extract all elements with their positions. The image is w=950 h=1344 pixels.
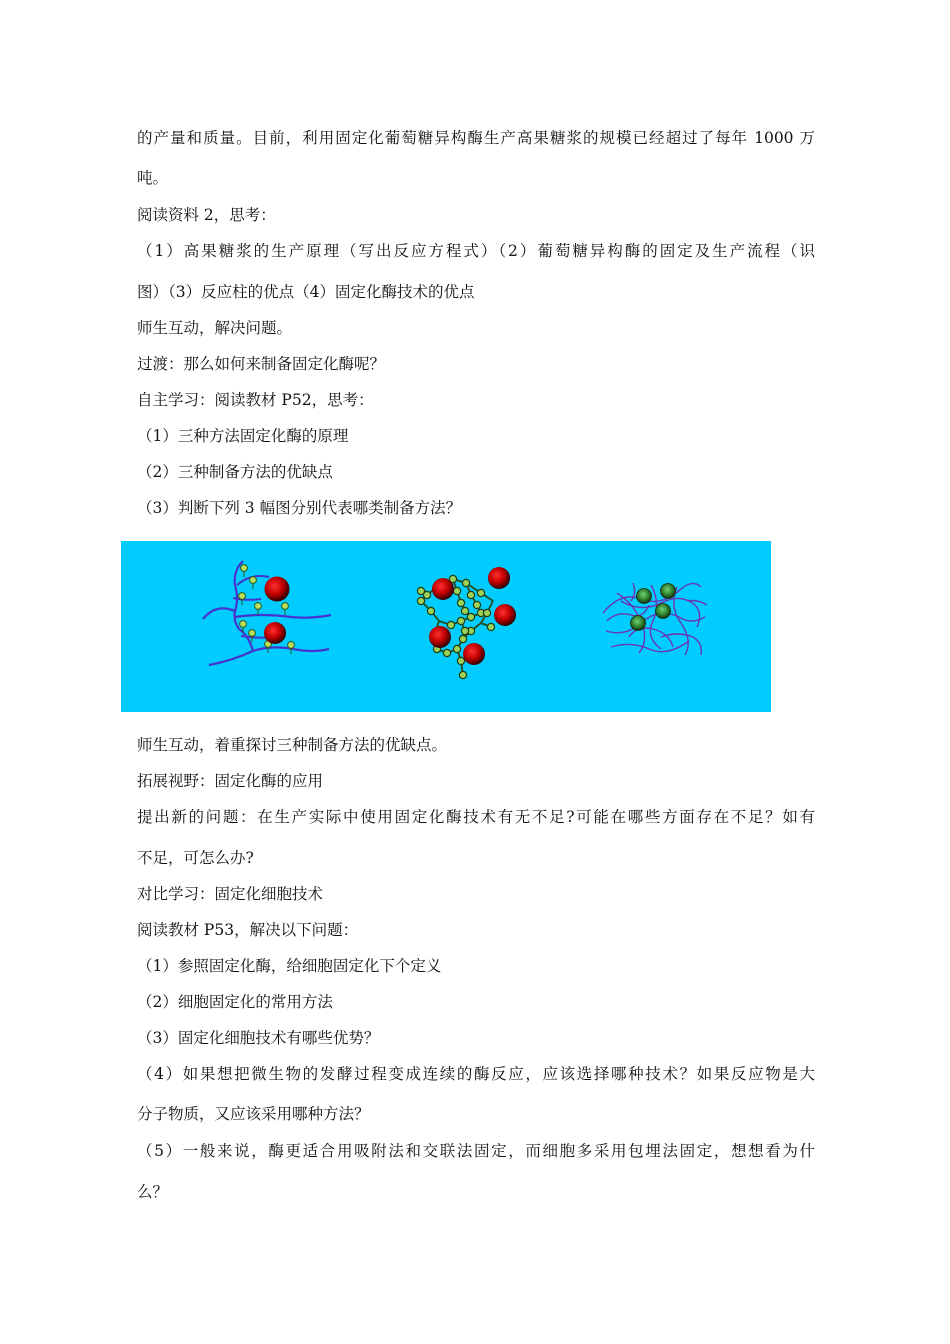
- text-line-24: 么？: [137, 1183, 169, 1201]
- text-line-7: 过渡：那么如何来制备固定化酶呢？: [137, 355, 386, 373]
- text-line-12: 师生互动，着重探讨三种制备方法的优缺点。: [137, 736, 448, 754]
- immobilization-figure-svg: [121, 541, 771, 712]
- text-line-14: 提出新的问题：在生产实际中使用固定化酶技术有无不足?可能在哪些方面存在不足？如有: [137, 808, 815, 826]
- embedding-method-diagram: [603, 583, 707, 655]
- text-line-19: （2）细胞固定化的常用方法: [137, 993, 333, 1011]
- adsorption-method-diagram: [203, 561, 331, 665]
- text-line-23: （5）一般来说，酶更适合用吸附法和交联法固定，而细胞多采用包埋法固定，想想看为什: [137, 1142, 815, 1160]
- text-line-10: （2）三种制备方法的优缺点: [137, 463, 333, 481]
- text-line-16: 对比学习：固定化细胞技术: [137, 885, 324, 903]
- text-line-3: 阅读资料 2，思考：: [137, 206, 276, 224]
- text-line-9: （1）三种方法固定化酶的原理: [137, 427, 349, 445]
- text-line-2: 吨。: [137, 169, 169, 187]
- text-line-15: 不足，可怎么办?: [137, 849, 254, 867]
- text-line-20: （3）固定化细胞技术有哪些优势？: [137, 1029, 380, 1047]
- text-line-17: 阅读教材 P53，解决以下问题：: [137, 921, 359, 939]
- immobilization-methods-figure: [121, 541, 771, 712]
- text-line-11: （3）判断下列 3 幅图分别代表哪类制备方法？: [137, 499, 462, 517]
- cross-linking-method-diagram: [417, 567, 516, 679]
- text-line-4: （1）高果糖浆的生产原理（写出反应方程式）（2）葡萄糖异构酶的固定及生产流程（识: [137, 242, 815, 260]
- text-line-6: 师生互动，解决问题。: [137, 319, 293, 337]
- text-line-1: 的产量和质量。目前，利用固定化葡萄糖异构酶生产高果糖浆的规模已经超过了每年 1000 万: [137, 129, 815, 147]
- text-line-13: 拓展视野：固定化酶的应用: [137, 772, 324, 790]
- text-line-8: 自主学习：阅读教材 P52，思考：: [137, 391, 374, 409]
- text-line-21: （4）如果想把微生物的发酵过程变成连续的酶反应，应该选择哪种技术？如果反应物是大: [137, 1065, 815, 1083]
- text-line-18: （1）参照固定化酶，给细胞固定化下个定义: [137, 957, 442, 975]
- text-line-22: 分子物质，又应该采用哪种方法？: [137, 1105, 370, 1123]
- text-line-5: 图）（3）反应柱的优点（4）固定化酶技术的优点: [137, 283, 475, 301]
